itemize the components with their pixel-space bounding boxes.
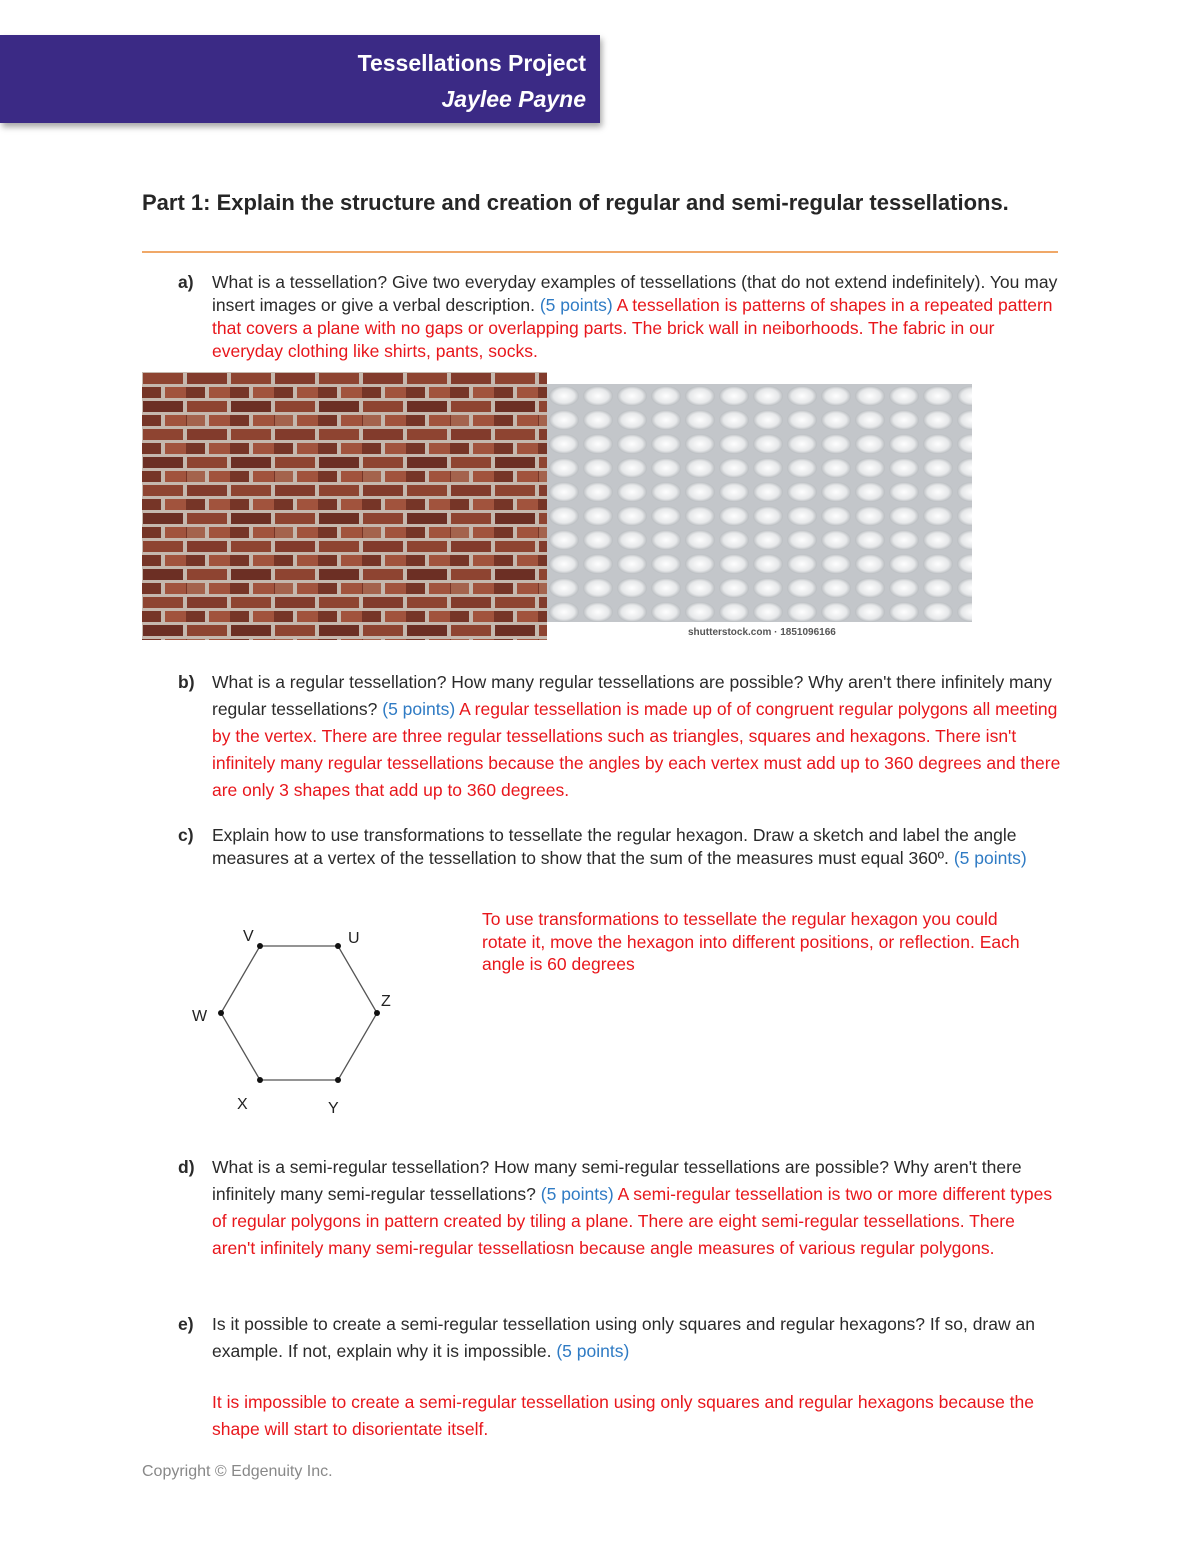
copyright-footer: Copyright © Edgenuity Inc. [142,1463,333,1480]
points-value: (5 points) [382,699,456,719]
answer-text: A semi-regular tessellation is two or more different types of regular polygons in pattern created by tiling a plane. There are eight semi-regular tessellations. There aren't infinitely many semi-regular tessellatiosn because angle measures of various regular polygons. [212,1184,1053,1258]
points-value: (5 points) [539,295,613,315]
title-divider [142,251,1058,253]
vertex-point [374,1010,380,1016]
header-banner [0,35,600,123]
question-prompt: Explain how to use transformations to tessellate the regular hexagon. Draw a sketch and label the angle measures at a vertex of the tessellation to show that the sum of the measures must equal 360º. [212,825,1017,868]
answer-text: To use transformations to tessellate the regular hexagon you could rotate it, move the hexagon into different positions, or reflection. Each angle is 60 degrees [482,909,1020,974]
part-title: Part 1: Explain the structure and creation of regular and semi-regular tessellations. [142,190,1009,215]
question-label: e) [178,1314,194,1334]
vertex-point [335,943,341,949]
answer-text: It is impossible to create a semi-regular tessellation using only squares and regular hexagons because the shape will start to disorientate itself. [212,1392,1034,1439]
image-credit: shutterstock.com · 1851096166 [688,627,836,638]
answer-text: A regular tessellation is made up of of congruent regular polygons all meeting by the vertex. There are three regular tessellations such as triangles, squares and hexagons. There isn't infinitely many regular tessellations because the angles by each vertex must add up to 360 degrees and there are only 3 shapes that add up to 360 degrees. [212,699,1061,800]
hexagon-sketch [180,920,420,1120]
knit-fabric-photo [547,384,972,622]
points-value: (5 points) [540,1184,614,1204]
vertex-point [257,943,263,949]
vertex-label: X [237,1096,248,1113]
question-label: b) [178,672,195,692]
vertex-point [257,1077,263,1083]
question-label: d) [178,1157,195,1177]
points-value: (5 points) [953,848,1027,868]
question-prompt: What is a semi-regular tessellation? How many semi-regular tessellations are possible? Why aren't there infinitely many semi-regular tessellations? [212,1157,1022,1204]
question-prompt: What is a tessellation? Give two everyday examples of tessellations (that do not extend indefinitely). You may insert images or give a verbal description. [212,272,1058,315]
vertex-label: Y [328,1100,339,1117]
question-prompt: What is a regular tessellation? How many regular tessellations are possible? Why aren't there infinitely many regular tessellations? [212,672,1052,719]
author-name: Jaylee Payne [441,86,586,112]
vertex-label: W [192,1008,208,1025]
answer-text: A tessellation is patterns of shapes in a repeated pattern that covers a plane with no gaps or overlapping parts. The brick wall in neiborhoods. The fabric in our everyday clothing like shirts, pants, socks. [212,295,1053,361]
vertex-label: U [348,930,360,947]
vertex-point [335,1077,341,1083]
vertex-label: V [243,928,254,945]
question-label: a) [178,272,194,292]
hexagon-outline [221,946,377,1080]
document-title: Tessellations Project [357,50,586,76]
question-label: c) [178,825,194,845]
vertex-label: Z [381,993,391,1010]
points-value: (5 points) [556,1341,630,1361]
brick-wall-photo [142,372,547,640]
question-prompt: Is it possible to create a semi-regular tessellation using only squares and regular hexagons? If so, draw an example. If not, explain why it is impossible. [212,1314,1035,1361]
vertex-point [218,1010,224,1016]
